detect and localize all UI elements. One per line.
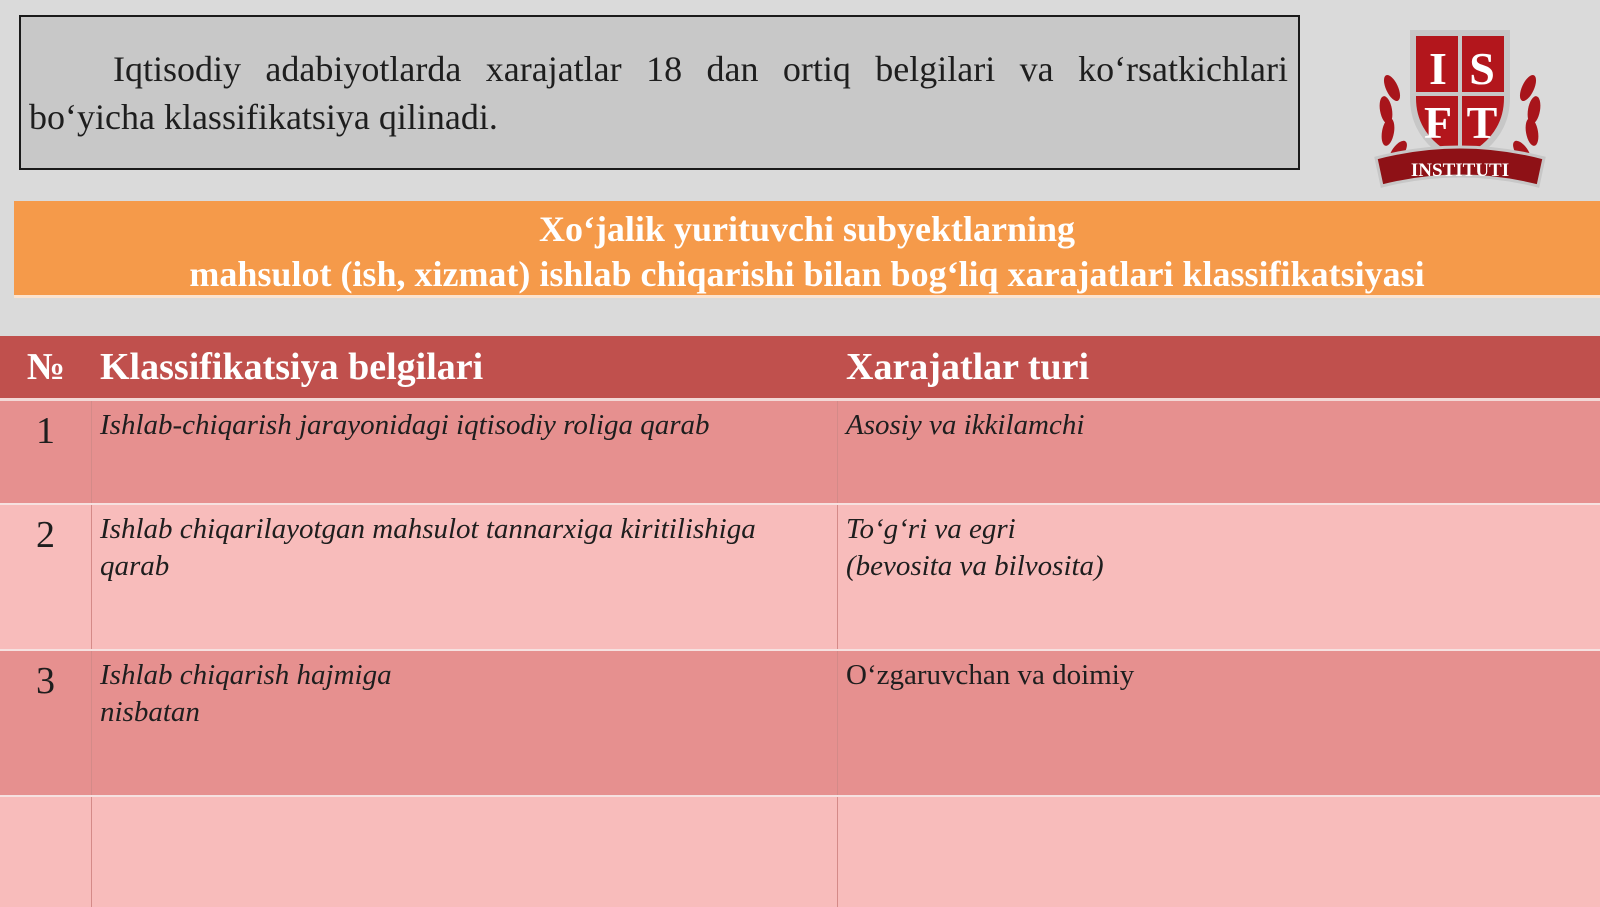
row-number: 3	[0, 651, 92, 795]
logo-ribbon-text: INSTITUTI	[1410, 160, 1510, 181]
row-sign	[92, 401, 838, 503]
table-title-line-1: Xo‘jalik yurituvchi subyektlarning	[538, 209, 1076, 249]
row-sign	[92, 505, 838, 649]
table-row	[0, 505, 1600, 651]
table-row-empty	[0, 797, 1600, 907]
table-row	[0, 401, 1600, 505]
row-number: 1	[0, 401, 92, 503]
row-type-line: (bevosita va bilvosita)	[846, 550, 1104, 582]
table-title-line-2: mahsulot (ish, xizmat) ishlab chiqarishi bilan bog‘liq xarajatlari klassifikatsiyasi	[189, 254, 1425, 294]
table-row	[0, 651, 1600, 797]
table-title	[14, 201, 1600, 298]
intro-text: Iqtisodiy adabiyotlarda xarajatlar 18 dan ortiq belgilari va ko‘rsatkichlari bo‘yicha klassifikatsiya qilinadi.	[29, 49, 1288, 137]
table-header	[0, 336, 1600, 401]
row-type	[838, 401, 1600, 503]
classification-table	[0, 336, 1600, 907]
row-type-line: To‘g‘ri va egri	[846, 513, 1016, 545]
row-number: 2	[0, 505, 92, 649]
logo-letter-s: S	[1469, 43, 1495, 94]
row-type	[838, 651, 1600, 795]
row-sign-line: qarab	[100, 550, 170, 582]
row-sign-line: Ishlab-chiqarish jarayonidagi iqtisodiy roliga qarab	[100, 409, 710, 441]
row-sign-line: Ishlab chiqarilayotgan mahsulot tannarxiga kiritilishiga	[100, 513, 756, 545]
intro-text-box	[19, 15, 1300, 170]
row-number	[0, 797, 92, 907]
row-sign-line: Ishlab chiqarish hajmiga	[100, 659, 392, 691]
header-num: №	[26, 346, 66, 388]
row-type-line: O‘zgaruvchan va doimiy	[846, 659, 1135, 691]
logo-letter-t: T	[1466, 97, 1498, 148]
logo-letter-f: F	[1423, 97, 1453, 148]
isft-shield-icon	[1370, 18, 1550, 190]
logo-letter-i: I	[1429, 43, 1447, 94]
row-type-line: Asosiy va ikkilamchi	[846, 409, 1085, 441]
row-type	[838, 505, 1600, 649]
row-sign-line: nisbatan	[100, 696, 200, 728]
institute-logo	[1370, 18, 1570, 190]
header-type: Xarajatlar turi	[846, 346, 1090, 388]
row-sign	[92, 797, 838, 907]
header-sign: Klassifikatsiya belgilari	[100, 346, 484, 388]
row-sign	[92, 651, 838, 795]
row-type	[838, 797, 1600, 907]
